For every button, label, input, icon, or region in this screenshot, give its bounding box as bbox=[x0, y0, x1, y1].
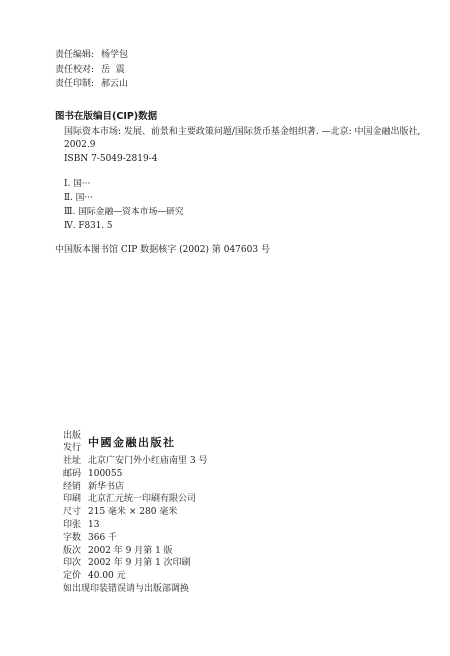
colophon-row bbox=[63, 570, 207, 583]
colophon-row bbox=[63, 506, 207, 519]
classification-numeral: Ⅱ. bbox=[64, 193, 73, 203]
colophon-label: 印刷 bbox=[63, 494, 82, 505]
colophon-label: 版次 bbox=[63, 545, 82, 556]
classification-numeral: Ⅰ. bbox=[64, 179, 71, 189]
colophon-value: 13 bbox=[88, 519, 100, 530]
colophon-label: 经销 bbox=[63, 481, 82, 492]
credit-value: 郝云山 bbox=[101, 79, 129, 89]
cip-description-line: 2002.9 bbox=[64, 140, 96, 150]
colophon-label: 印次 bbox=[63, 558, 82, 569]
credit-value: 岳 震 bbox=[101, 64, 125, 75]
cip-description-line: 国际资本市场: 发展、前景和主要政策问题/国际货币基金组织著. —北京: 中国金融出版社, bbox=[64, 127, 421, 137]
credit-row-printing bbox=[55, 77, 128, 92]
publisher-name: 中國金融出版社 bbox=[88, 435, 176, 449]
colophon-label: 尺寸 bbox=[63, 507, 82, 518]
classification-numeral: Ⅲ. bbox=[64, 207, 76, 217]
credit-label: 责任校对: bbox=[55, 64, 95, 75]
colophon-value: 215 毫米 × 280 毫米 bbox=[88, 507, 178, 518]
cip-description bbox=[64, 126, 434, 152]
classification-text: 国··· bbox=[75, 193, 93, 203]
classification-text: 国际金融—资本市场—研究 bbox=[78, 207, 184, 217]
colophon-row bbox=[63, 493, 207, 506]
colophon-row bbox=[63, 481, 207, 494]
colophon-value: 北京广安门外小红庙南里 3 号 bbox=[88, 456, 208, 466]
colophon-label: 邮码 bbox=[63, 468, 82, 479]
colophon-row bbox=[63, 519, 207, 532]
colophon-row bbox=[63, 455, 207, 468]
colophon-value: 2002 年 9 月第 1 次印刷 bbox=[88, 558, 191, 569]
colophon-value: 40.00 元 bbox=[88, 571, 126, 582]
credit-label: 责任编辑: bbox=[55, 50, 95, 60]
publisher-row bbox=[63, 428, 207, 455]
colophon-value: 新华书店 bbox=[88, 481, 125, 492]
credit-row-proofreader bbox=[55, 63, 128, 78]
colophon-row bbox=[63, 545, 207, 558]
colophon-value: 北京汇元统一印刷有限公司 bbox=[88, 494, 197, 505]
colophon-label: 印张 bbox=[63, 519, 82, 530]
colophon-row bbox=[63, 468, 207, 481]
classification-item bbox=[64, 191, 184, 205]
colophon-label: 定价 bbox=[63, 571, 82, 582]
credit-label: 责任印制: bbox=[55, 79, 95, 89]
classification-numeral: Ⅳ. bbox=[64, 221, 76, 231]
credit-row-editor bbox=[55, 48, 128, 63]
isbn: ISBN 7-5049-2819-4 bbox=[64, 154, 158, 164]
publisher-label bbox=[63, 430, 88, 454]
colophon-value: 366 千 bbox=[88, 532, 118, 543]
colophon-value: 100055 bbox=[88, 468, 123, 479]
colophon-value: 2002 年 9 月第 1 版 bbox=[88, 545, 173, 556]
cip-heading: 图书在版编目(CIP)数据 bbox=[55, 111, 158, 122]
publisher-label-line: 出版 bbox=[63, 430, 82, 441]
colophon-row bbox=[63, 532, 207, 545]
misprint-notice: 如出现印装错误请与出版部调换 bbox=[63, 583, 190, 594]
classification-text: F831. 5 bbox=[78, 221, 113, 231]
colophon-row bbox=[63, 557, 207, 570]
cip-classification bbox=[64, 177, 184, 233]
credit-value: 杨学包 bbox=[101, 50, 129, 60]
classification-item bbox=[64, 177, 184, 191]
colophon-label: 字数 bbox=[63, 532, 82, 543]
classification-item bbox=[64, 205, 184, 219]
classification-text: 国··· bbox=[73, 179, 91, 189]
colophon-label: 社址 bbox=[63, 456, 82, 466]
classification-item bbox=[64, 219, 184, 233]
editorial-credits bbox=[55, 48, 128, 92]
colophon bbox=[63, 428, 207, 596]
publisher-label-line: 发行 bbox=[63, 442, 82, 453]
cip-record-number: 中国版本图书馆 CIP 数据核字 (2002) 第 047603 号 bbox=[55, 245, 270, 255]
